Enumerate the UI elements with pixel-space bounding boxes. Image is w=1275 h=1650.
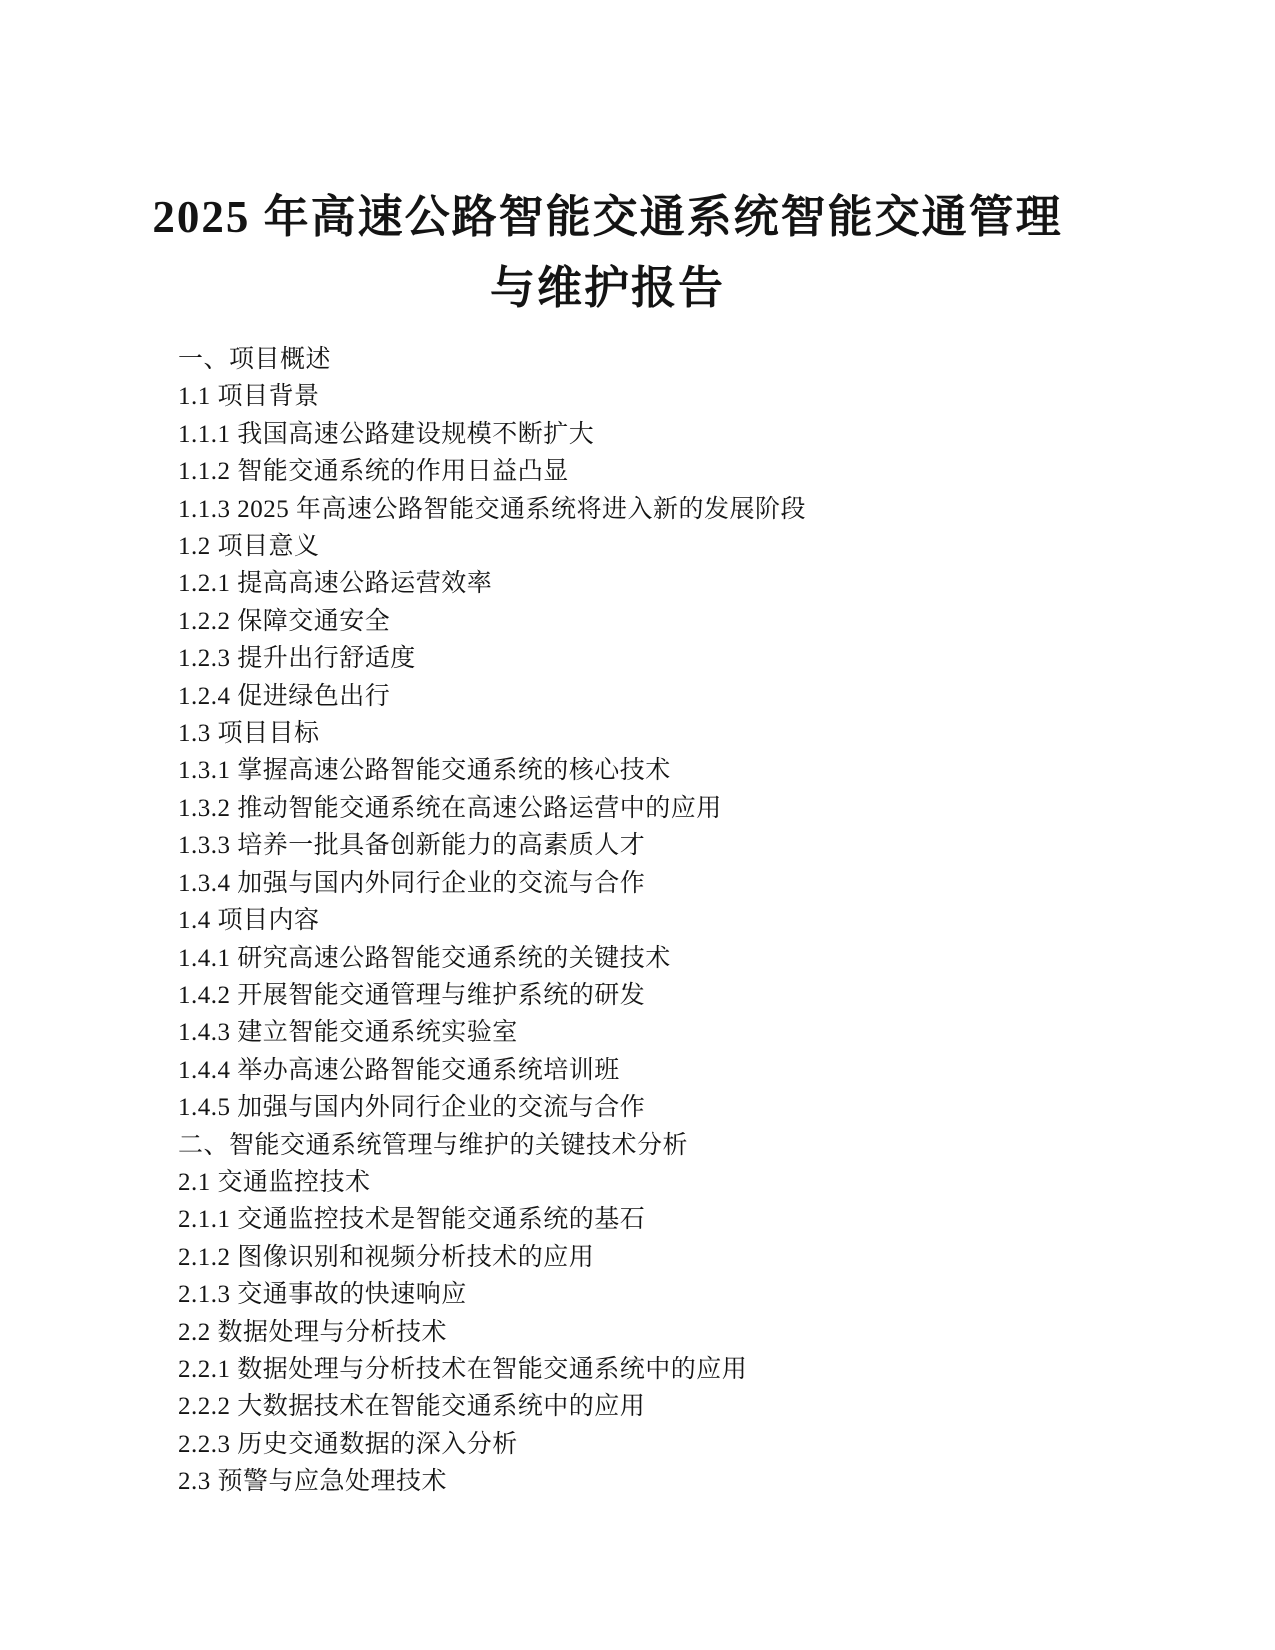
document-outline	[178, 341, 1185, 1501]
outline-item: 1.1.3 2025 年高速公路智能交通系统将进入新的发展阶段	[178, 495, 807, 523]
outline-item: 1.2.3 提升出行舒适度	[178, 645, 416, 673]
outline-item: 2.2.3 历史交通数据的深入分析	[178, 1430, 518, 1458]
outline-item: 1.2.4 促进绿色出行	[178, 682, 391, 710]
outline-item: 1.4.2 开展智能交通管理与维护系统的研发	[178, 981, 646, 1009]
outline-item: 2.2.2 大数据技术在智能交通系统中的应用	[178, 1393, 646, 1421]
outline-item: 1.4.3 建立智能交通系统实验室	[178, 1019, 518, 1047]
outline-item: 1.3.2 推动智能交通系统在高速公路运营中的应用	[178, 794, 722, 822]
outline-item: 一、项目概述	[178, 346, 332, 373]
outline-item: 2.2.1 数据处理与分析技术在智能交通系统中的应用	[178, 1355, 748, 1383]
outline-item: 1.2 项目意义	[178, 533, 320, 561]
outline-item: 2.1.1 交通监控技术是智能交通系统的基石	[178, 1206, 646, 1234]
outline-item: 1.1.1 我国高速公路建设规模不断扩大	[178, 420, 595, 448]
outline-item: 1.2.2 保障交通安全	[178, 607, 391, 635]
outline-item: 1.4.1 研究高速公路智能交通系统的关键技术	[178, 944, 671, 972]
outline-item: 2.1.3 交通事故的快速响应	[178, 1281, 467, 1309]
outline-item: 1.3.3 培养一批具备创新能力的高素质人才	[178, 832, 646, 860]
outline-item: 1.1.2 智能交通系统的作用日益凸显	[178, 458, 569, 486]
document-title	[145, 182, 1070, 324]
outline-item: 1.4.4 举办高速公路智能交通系统培训班	[178, 1056, 620, 1084]
outline-item: 2.1.2 图像识别和视频分析技术的应用	[178, 1243, 595, 1271]
outline-item: 1.4 项目内容	[178, 907, 320, 935]
outline-item: 2.3 预警与应急处理技术	[178, 1468, 448, 1496]
outline-item: 1.2.1 提高高速公路运营效率	[178, 570, 493, 598]
outline-item: 1.3.4 加强与国内外同行企业的交流与合作	[178, 869, 646, 897]
document-title-line-2: 与维护报告	[489, 263, 725, 313]
outline-item: 1.3 项目目标	[178, 720, 320, 748]
outline-item: 2.1 交通监控技术	[178, 1168, 371, 1196]
document-title-line-1: 2025 年高速公路智能交通系统智能交通管理	[152, 192, 1063, 242]
outline-item: 1.1 项目背景	[178, 383, 320, 411]
outline-item: 二、智能交通系统管理与维护的关键技术分析	[178, 1131, 689, 1159]
outline-item: 1.3.1 掌握高速公路智能交通系统的核心技术	[178, 757, 671, 785]
outline-item: 2.2 数据处理与分析技术	[178, 1318, 448, 1346]
outline-item: 1.4.5 加强与国内外同行企业的交流与合作	[178, 1094, 646, 1122]
